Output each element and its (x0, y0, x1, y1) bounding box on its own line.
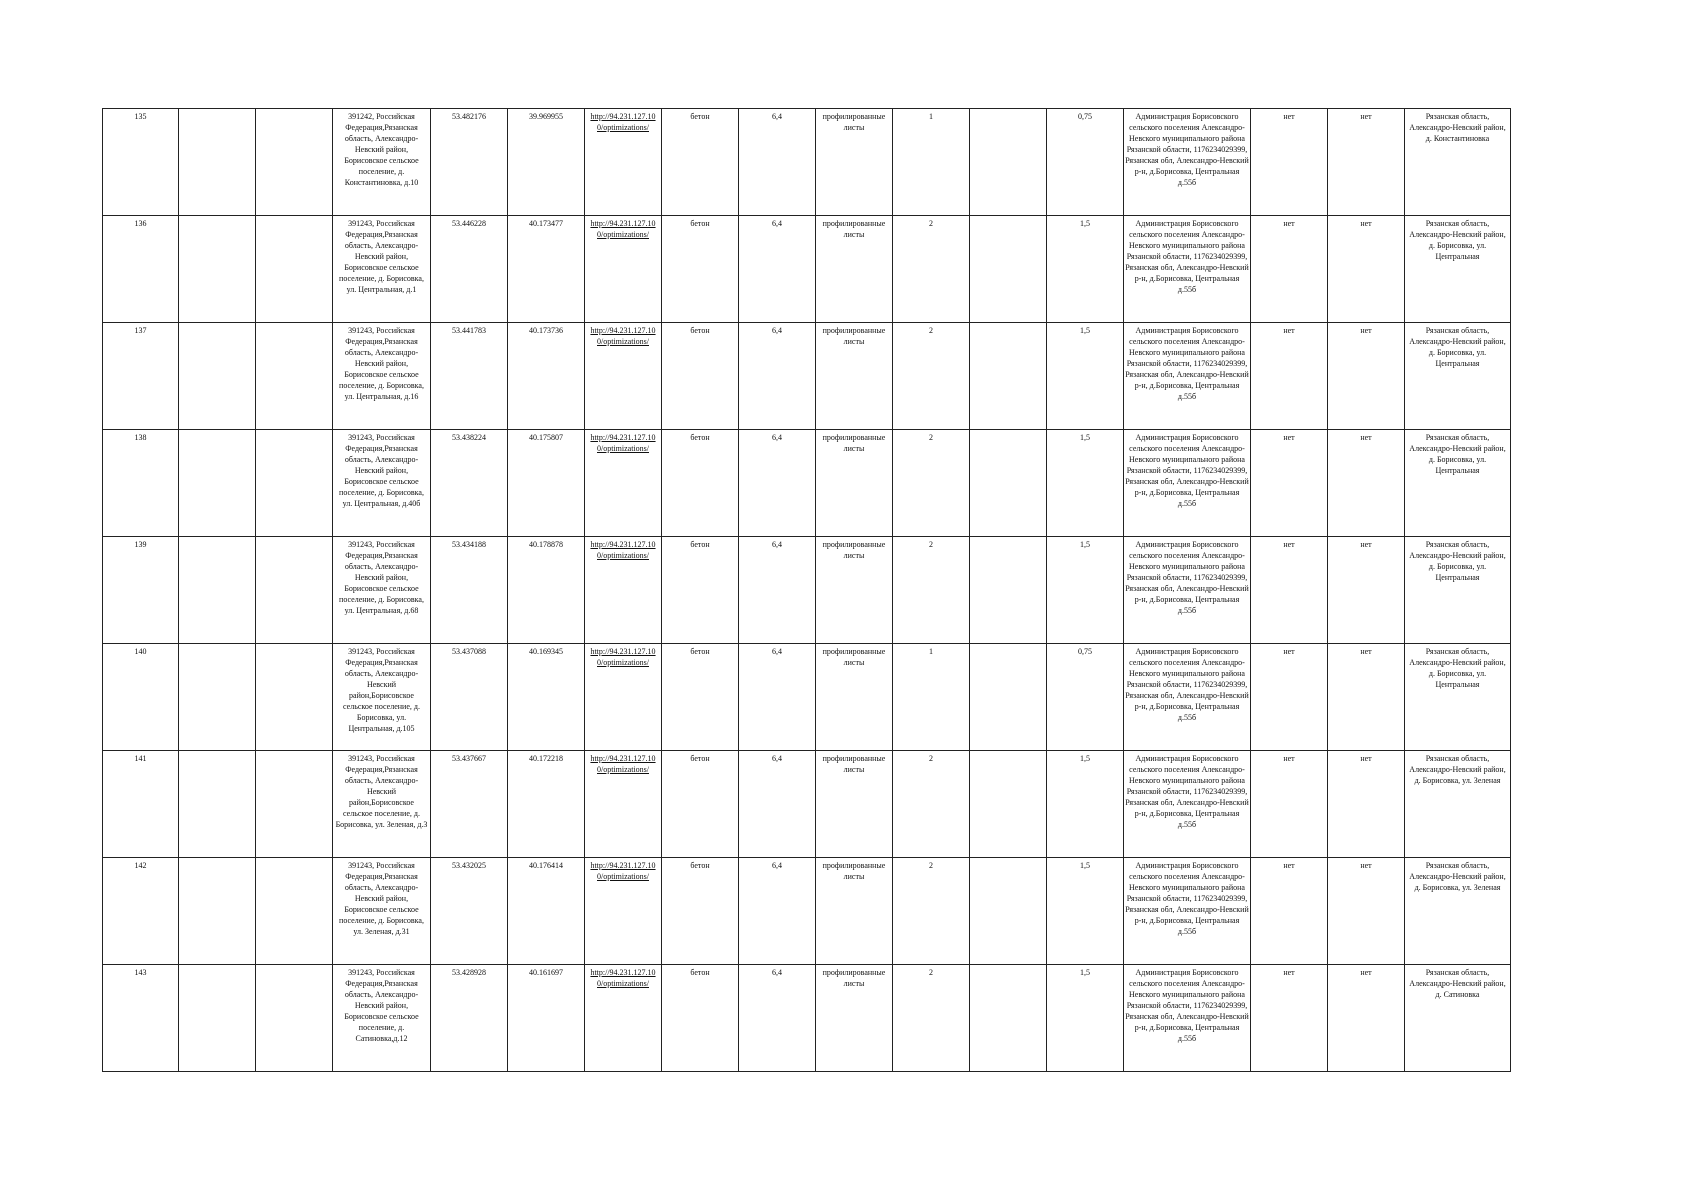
table-row (103, 751, 1511, 858)
map-link[interactable]: http://94.231.127.10 0/optimizations/ (585, 216, 662, 323)
served-area-cell: Рязанская область, Александро-Невский район, д. Борисовка, ул. Центральная (1405, 644, 1511, 751)
flag-cell: нет (1251, 858, 1328, 965)
surface-cell: бетон (662, 430, 739, 537)
volume-cell: 0,75 (1047, 109, 1124, 216)
served-area-cell: Рязанская область, Александро-Невский район, д. Константиновка (1405, 109, 1511, 216)
empty-cell (179, 216, 256, 323)
served-area-cell: Рязанская область, Александро-Невский район, д. Борисовка, ул. Зеленая (1405, 751, 1511, 858)
owner-cell: Администрация Борисовского сельского поселения Александро-Невского муниципального района Рязанской области, 1176234029399, Рязанская обл, Александро-Невский р-н, д.Борисовка, Центральная д.55б (1124, 323, 1251, 430)
empty-cell (179, 537, 256, 644)
fence-material-cell: профилированные листы (816, 109, 893, 216)
longitude-cell: 40.173477 (508, 216, 585, 323)
containers-count-cell: 1 (893, 109, 970, 216)
empty-cell (256, 751, 333, 858)
empty-cell (179, 109, 256, 216)
flag-cell: нет (1251, 109, 1328, 216)
empty-cell (256, 323, 333, 430)
volume-cell: 0,75 (1047, 644, 1124, 751)
empty-cell (970, 537, 1047, 644)
served-area-cell: Рязанская область, Александро-Невский район, д. Борисовка, ул. Центральная (1405, 323, 1511, 430)
volume-cell: 1,5 (1047, 323, 1124, 430)
empty-cell (179, 430, 256, 537)
surface-cell: бетон (662, 858, 739, 965)
surface-cell: бетон (662, 323, 739, 430)
table-row (103, 858, 1511, 965)
empty-cell (970, 644, 1047, 751)
latitude-cell: 53.428928 (431, 965, 508, 1072)
flag-cell: нет (1251, 965, 1328, 1072)
served-area-cell: Рязанская область, Александро-Невский район, д. Борисовка, ул. Центральная (1405, 216, 1511, 323)
flag-cell: нет (1328, 430, 1405, 537)
surface-cell: бетон (662, 644, 739, 751)
longitude-cell: 40.161697 (508, 965, 585, 1072)
empty-cell (179, 858, 256, 965)
row-number-cell: 135 (103, 109, 179, 216)
owner-cell: Администрация Борисовского сельского поселения Александро-Невского муниципального района Рязанской области, 1176234029399, Рязанская обл, Александро-Невский р-н, д.Борисовка, Центральная д.55б (1124, 965, 1251, 1072)
empty-cell (970, 430, 1047, 537)
address-cell: 391243, Российская Федерация,Рязанская область, Александро-Невский район,Борисовское сельское поселение, д. Борисовка, ул. Центральная, д.105 (333, 644, 431, 751)
volume-cell: 1,5 (1047, 430, 1124, 537)
flag-cell: нет (1328, 644, 1405, 751)
empty-cell (970, 965, 1047, 1072)
map-link[interactable]: http://94.231.127.10 0/optimizations/ (585, 323, 662, 430)
longitude-cell: 40.176414 (508, 858, 585, 965)
latitude-cell: 53.446228 (431, 216, 508, 323)
flag-cell: нет (1328, 537, 1405, 644)
containers-count-cell: 2 (893, 965, 970, 1072)
flag-cell: нет (1328, 858, 1405, 965)
empty-cell (256, 644, 333, 751)
volume-cell: 1,5 (1047, 537, 1124, 644)
flag-cell: нет (1328, 965, 1405, 1072)
table-row (103, 109, 1511, 216)
containers-count-cell: 1 (893, 644, 970, 751)
containers-count-cell: 2 (893, 430, 970, 537)
empty-cell (179, 644, 256, 751)
latitude-cell: 53.437088 (431, 644, 508, 751)
fence-material-cell: профилированные листы (816, 537, 893, 644)
empty-cell (970, 216, 1047, 323)
table-body (103, 109, 1511, 1072)
area-cell: 6,4 (739, 858, 816, 965)
map-link[interactable]: http://94.231.127.10 0/optimizations/ (585, 430, 662, 537)
address-cell: 391243, Российская Федерация,Рязанская область, Александро-Невский район, Борисовское сельское поселение, д. Сатиновка,д.12 (333, 965, 431, 1072)
empty-cell (179, 965, 256, 1072)
flag-cell: нет (1328, 216, 1405, 323)
owner-cell: Администрация Борисовского сельского поселения Александро-Невского муниципального района Рязанской области, 1176234029399, Рязанская обл, Александро-Невский р-н, д.Борисовка, Центральная д.55б (1124, 109, 1251, 216)
area-cell: 6,4 (739, 323, 816, 430)
map-link[interactable]: http://94.231.127.10 0/optimizations/ (585, 751, 662, 858)
flag-cell: нет (1328, 751, 1405, 858)
volume-cell: 1,5 (1047, 216, 1124, 323)
empty-cell (256, 216, 333, 323)
surface-cell: бетон (662, 965, 739, 1072)
longitude-cell: 40.169345 (508, 644, 585, 751)
flag-cell: нет (1251, 751, 1328, 858)
address-cell: 391243, Российская Федерация,Рязанская область, Александро-Невский район,Борисовское сельское поселение, д. Борисовка, ул. Зеленая, д.3 (333, 751, 431, 858)
surface-cell: бетон (662, 751, 739, 858)
area-cell: 6,4 (739, 537, 816, 644)
empty-cell (256, 858, 333, 965)
row-number-cell: 141 (103, 751, 179, 858)
table-row (103, 644, 1511, 751)
table-row (103, 216, 1511, 323)
containers-count-cell: 2 (893, 537, 970, 644)
latitude-cell: 53.437667 (431, 751, 508, 858)
fence-material-cell: профилированные листы (816, 216, 893, 323)
owner-cell: Администрация Борисовского сельского поселения Александро-Невского муниципального района Рязанской области, 1176234029399, Рязанская обл, Александро-Невский р-н, д.Борисовка, Центральная д.55б (1124, 537, 1251, 644)
address-cell: 391243, Российская Федерация,Рязанская область, Александро-Невский район, Борисовское сельское поселение, д. Борисовка, ул. Центральная, д.40б (333, 430, 431, 537)
flag-cell: нет (1251, 323, 1328, 430)
owner-cell: Администрация Борисовского сельского поселения Александро-Невского муниципального района Рязанской области, 1176234029399, Рязанская обл, Александро-Невский р-н, д.Борисовка, Центральная д.55б (1124, 644, 1251, 751)
empty-cell (970, 858, 1047, 965)
table-row (103, 965, 1511, 1072)
surface-cell: бетон (662, 537, 739, 644)
empty-cell (970, 751, 1047, 858)
volume-cell: 1,5 (1047, 751, 1124, 858)
volume-cell: 1,5 (1047, 965, 1124, 1072)
row-number-cell: 138 (103, 430, 179, 537)
fence-material-cell: профилированные листы (816, 644, 893, 751)
latitude-cell: 53.441783 (431, 323, 508, 430)
served-area-cell: Рязанская область, Александро-Невский район, д. Борисовка, ул. Зеленая (1405, 858, 1511, 965)
containers-count-cell: 2 (893, 858, 970, 965)
owner-cell: Администрация Борисовского сельского поселения Александро-Невского муниципального района Рязанской области, 1176234029399, Рязанская обл, Александро-Невский р-н, д.Борисовка, Центральная д.55б (1124, 858, 1251, 965)
latitude-cell: 53.438224 (431, 430, 508, 537)
table-row (103, 323, 1511, 430)
flag-cell: нет (1251, 216, 1328, 323)
area-cell: 6,4 (739, 430, 816, 537)
map-link[interactable]: http://94.231.127.10 0/optimizations/ (585, 644, 662, 751)
served-area-cell: Рязанская область, Александро-Невский район, д. Борисовка, ул. Центральная (1405, 537, 1511, 644)
empty-cell (256, 109, 333, 216)
flag-cell: нет (1328, 109, 1405, 216)
address-cell: 391243, Российская Федерация,Рязанская область, Александро-Невский район, Борисовское сельское поселение, д. Борисовка, ул. Центральная, д.16 (333, 323, 431, 430)
fence-material-cell: профилированные листы (816, 430, 893, 537)
empty-cell (256, 965, 333, 1072)
owner-cell: Администрация Борисовского сельского поселения Александро-Невского муниципального района Рязанской области, 1176234029399, Рязанская обл, Александро-Невский р-н, д.Борисовка, Центральная д.55б (1124, 751, 1251, 858)
flag-cell: нет (1251, 644, 1328, 751)
row-number-cell: 136 (103, 216, 179, 323)
longitude-cell: 40.175807 (508, 430, 585, 537)
map-link[interactable]: http://94.231.127.10 0/optimizations/ (585, 537, 662, 644)
longitude-cell: 40.178878 (508, 537, 585, 644)
latitude-cell: 53.482176 (431, 109, 508, 216)
row-number-cell: 142 (103, 858, 179, 965)
empty-cell (970, 323, 1047, 430)
map-link[interactable]: http://94.231.127.10 0/optimizations/ (585, 965, 662, 1072)
flag-cell: нет (1328, 323, 1405, 430)
address-cell: 391243, Российская Федерация,Рязанская область, Александро-Невский район, Борисовское сельское поселение, д. Борисовка, ул. Центральная, д.1 (333, 216, 431, 323)
volume-cell: 1,5 (1047, 858, 1124, 965)
row-number-cell: 137 (103, 323, 179, 430)
empty-cell (256, 537, 333, 644)
empty-cell (970, 109, 1047, 216)
latitude-cell: 53.432025 (431, 858, 508, 965)
longitude-cell: 39.969955 (508, 109, 585, 216)
surface-cell: бетон (662, 216, 739, 323)
surface-cell: бетон (662, 109, 739, 216)
fence-material-cell: профилированные листы (816, 858, 893, 965)
table-row (103, 430, 1511, 537)
registry-table (102, 108, 1511, 1072)
fence-material-cell: профилированные листы (816, 751, 893, 858)
area-cell: 6,4 (739, 216, 816, 323)
flag-cell: нет (1251, 537, 1328, 644)
area-cell: 6,4 (739, 965, 816, 1072)
latitude-cell: 53.434188 (431, 537, 508, 644)
empty-cell (256, 430, 333, 537)
containers-count-cell: 2 (893, 751, 970, 858)
owner-cell: Администрация Борисовского сельского поселения Александро-Невского муниципального района Рязанской области, 1176234029399, Рязанская обл, Александро-Невский р-н, д.Борисовка, Центральная д.55б (1124, 216, 1251, 323)
empty-cell (179, 751, 256, 858)
containers-count-cell: 2 (893, 216, 970, 323)
address-cell: 391243, Российская Федерация,Рязанская область, Александро-Невский район, Борисовское сельское поселение, д. Борисовка, ул. Центральная, д.68 (333, 537, 431, 644)
row-number-cell: 140 (103, 644, 179, 751)
row-number-cell: 143 (103, 965, 179, 1072)
served-area-cell: Рязанская область, Александро-Невский район, д. Борисовка, ул. Центральная (1405, 430, 1511, 537)
fence-material-cell: профилированные листы (816, 323, 893, 430)
longitude-cell: 40.172218 (508, 751, 585, 858)
empty-cell (179, 323, 256, 430)
fence-material-cell: профилированные листы (816, 965, 893, 1072)
served-area-cell: Рязанская область, Александро-Невский район, д. Сатиновка (1405, 965, 1511, 1072)
containers-count-cell: 2 (893, 323, 970, 430)
area-cell: 6,4 (739, 109, 816, 216)
row-number-cell: 139 (103, 537, 179, 644)
map-link[interactable]: http://94.231.127.10 0/optimizations/ (585, 109, 662, 216)
owner-cell: Администрация Борисовского сельского поселения Александро-Невского муниципального района Рязанской области, 1176234029399, Рязанская обл, Александро-Невский р-н, д.Борисовка, Центральная д.55б (1124, 430, 1251, 537)
map-link[interactable]: http://94.231.127.10 0/optimizations/ (585, 858, 662, 965)
table-row (103, 537, 1511, 644)
flag-cell: нет (1251, 430, 1328, 537)
address-cell: 391242, Российская Федерация,Рязанская область, Александро-Невский район, Борисовское сельское поселение, д. Константиновка, д.10 (333, 109, 431, 216)
address-cell: 391243, Российская Федерация,Рязанская область, Александро-Невский район, Борисовское сельское поселение, д. Борисовка, ул. Зеленая, д.31 (333, 858, 431, 965)
longitude-cell: 40.173736 (508, 323, 585, 430)
area-cell: 6,4 (739, 644, 816, 751)
area-cell: 6,4 (739, 751, 816, 858)
